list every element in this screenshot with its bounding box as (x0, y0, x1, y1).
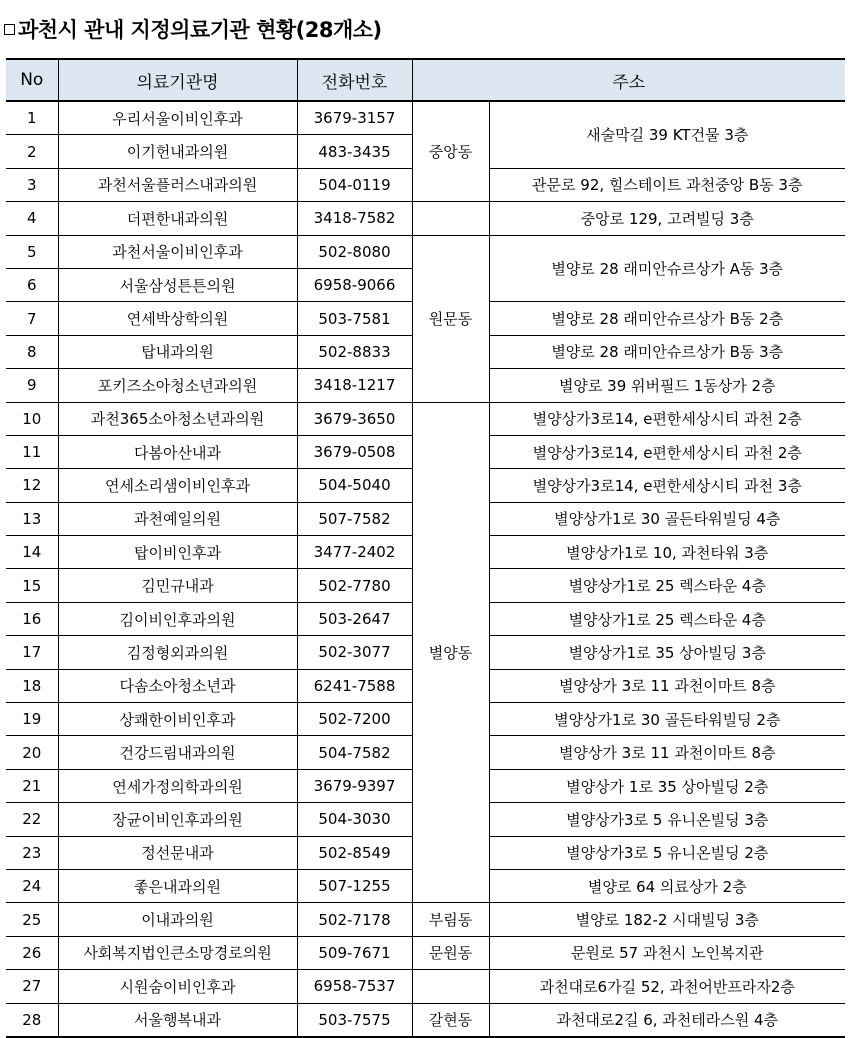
row-name: 좋은내과의원 (58, 869, 297, 902)
row-phone: 504-0119 (297, 168, 412, 201)
row-name: 과천서울이비인후과 (58, 235, 297, 268)
row-no: 16 (6, 602, 58, 635)
row-no: 24 (6, 869, 58, 902)
row-name: 연세소리샘이비인후과 (58, 469, 297, 502)
address-cell: 별양로 64 의료상가 2층 (489, 869, 845, 902)
row-name: 이기헌내과의원 (58, 135, 297, 168)
title-text: 과천시 관내 지정의료기관 현황(28개소) (18, 18, 382, 42)
row-name: 이내과의원 (58, 903, 297, 936)
row-phone: 502-3077 (297, 636, 412, 669)
row-name: 건강드림내과의원 (58, 736, 297, 769)
row-name: 과천예일의원 (58, 502, 297, 535)
row-phone: 3477-2402 (297, 536, 412, 569)
row-no: 1 (6, 101, 58, 135)
row-phone: 483-3435 (297, 135, 412, 168)
table-header-row (6, 59, 845, 101)
row-no: 25 (6, 903, 58, 936)
row-phone: 504-5040 (297, 469, 412, 502)
row-no: 19 (6, 703, 58, 736)
row-name: 우리서울이비인후과 (58, 101, 297, 135)
medical-institutions-table (6, 58, 845, 1038)
table-row (6, 970, 845, 1003)
row-phone: 502-7780 (297, 569, 412, 602)
row-name: 탑내과의원 (58, 335, 297, 368)
row-no: 13 (6, 502, 58, 535)
table-row (6, 202, 845, 235)
address-cell: 별양상가 3로 11 과천이마트 8층 (489, 669, 845, 702)
row-no: 27 (6, 970, 58, 1003)
row-name: 정선문내과 (58, 836, 297, 869)
row-name: 탑이비인후과 (58, 536, 297, 569)
row-phone: 3418-7582 (297, 202, 412, 235)
row-phone: 3679-3157 (297, 101, 412, 135)
address-cell: 별양상가1로 30 골든타워빌딩 2층 (489, 703, 845, 736)
table-row (6, 101, 845, 135)
address-cell: 별양로 182-2 시대빌딩 3층 (489, 903, 845, 936)
row-no: 5 (6, 235, 58, 268)
row-phone: 3679-3650 (297, 402, 412, 435)
row-name: 연세박상학의원 (58, 302, 297, 335)
address-cell: 별양로 28 래미안슈르상가 B동 3층 (489, 335, 845, 368)
row-name: 사회복지법인큰소망경로의원 (58, 936, 297, 969)
row-phone: 6958-7537 (297, 970, 412, 1003)
table-row (6, 235, 845, 268)
address-cell: 과천대로2길 6, 과천테라스원 4층 (489, 1003, 845, 1037)
row-no: 2 (6, 135, 58, 168)
address-cell: 별양상가3로 5 유니온빌딩 3층 (489, 803, 845, 836)
row-no: 18 (6, 669, 58, 702)
table-row (6, 1003, 845, 1037)
page-title (4, 10, 382, 48)
row-no: 20 (6, 736, 58, 769)
header-name: 의료기관명 (58, 59, 297, 101)
row-no: 23 (6, 836, 58, 869)
row-name: 연세가정의학과의원 (58, 769, 297, 802)
row-name: 서울행복내과 (58, 1003, 297, 1037)
row-phone: 6241-7588 (297, 669, 412, 702)
address-cell: 문원로 57 과천시 노인복지관 (489, 936, 845, 969)
address-cell: 별양상가3로 5 유니온빌딩 2층 (489, 836, 845, 869)
row-name: 시원숨이비인후과 (58, 970, 297, 1003)
row-no: 28 (6, 1003, 58, 1037)
address-cell: 관문로 92, 힐스테이트 과천중앙 B동 3층 (489, 168, 845, 201)
address-cell: 별양상가1로 25 렉스타운 4층 (489, 569, 845, 602)
dong-cell: 갈현동 (412, 1003, 489, 1037)
row-phone: 502-7200 (297, 703, 412, 736)
address-cell: 별양상가3로14, e편한세상시티 과천 2층 (489, 402, 845, 435)
table-row (6, 936, 845, 969)
row-phone: 3679-0508 (297, 435, 412, 468)
row-name: 김민규내과 (58, 569, 297, 602)
row-no: 8 (6, 335, 58, 368)
header-no: No (6, 59, 58, 101)
row-name: 더편한내과의원 (58, 202, 297, 235)
row-name: 김이비인후과의원 (58, 602, 297, 635)
row-no: 7 (6, 302, 58, 335)
row-no: 12 (6, 469, 58, 502)
header-phone: 전화번호 (297, 59, 412, 101)
row-name: 다솜소아청소년과 (58, 669, 297, 702)
address-cell: 별양로 39 위버필드 1동상가 2층 (489, 369, 845, 402)
dong-cell: 문원동 (412, 936, 489, 969)
address-cell: 별양상가 3로 11 과천이마트 8층 (489, 736, 845, 769)
address-cell: 별양상가 1로 35 상아빌딩 2층 (489, 769, 845, 802)
row-phone: 507-1255 (297, 869, 412, 902)
row-phone: 3679-9397 (297, 769, 412, 802)
checkbox-bullet-icon (4, 24, 15, 35)
row-no: 3 (6, 168, 58, 201)
row-no: 11 (6, 435, 58, 468)
dong-cell: 원문동 (412, 235, 489, 402)
row-phone: 503-7575 (297, 1003, 412, 1037)
row-no: 26 (6, 936, 58, 969)
address-cell: 별양로 28 래미안슈르상가 B동 2층 (489, 302, 845, 335)
row-name: 상쾌한이비인후과 (58, 703, 297, 736)
row-phone: 502-8080 (297, 235, 412, 268)
row-phone: 507-7582 (297, 502, 412, 535)
address-cell: 별양상가1로 30 골든타워빌딩 4층 (489, 502, 845, 535)
row-name: 과천365소아청소년과의원 (58, 402, 297, 435)
row-no: 9 (6, 369, 58, 402)
table-row (6, 402, 845, 435)
row-phone: 3418-1217 (297, 369, 412, 402)
row-no: 21 (6, 769, 58, 802)
row-phone: 502-8549 (297, 836, 412, 869)
row-name: 다봄아산내과 (58, 435, 297, 468)
table-row (6, 903, 845, 936)
dong-cell (412, 202, 489, 235)
address-cell: 별양상가1로 35 상아빌딩 3층 (489, 636, 845, 669)
header-address: 주소 (412, 59, 845, 101)
row-phone: 503-2647 (297, 602, 412, 635)
row-no: 15 (6, 569, 58, 602)
row-name: 서울삼성튼튼의원 (58, 268, 297, 301)
address-cell: 별양상가1로 10, 과천타워 3층 (489, 536, 845, 569)
dong-cell: 중앙동 (412, 101, 489, 202)
dong-cell: 별양동 (412, 402, 489, 903)
row-phone: 502-8833 (297, 335, 412, 368)
address-cell: 별양상가3로14, e편한세상시티 과천 2층 (489, 435, 845, 468)
row-name: 과천서울플러스내과의원 (58, 168, 297, 201)
row-phone: 504-7582 (297, 736, 412, 769)
row-phone: 504-3030 (297, 803, 412, 836)
row-name: 포키즈소아청소년과의원 (58, 369, 297, 402)
address-cell: 중앙로 129, 고려빌딩 3층 (489, 202, 845, 235)
dong-cell: 부림동 (412, 903, 489, 936)
row-no: 22 (6, 803, 58, 836)
address-cell: 별양상가1로 25 렉스타운 4층 (489, 602, 845, 635)
row-phone: 6958-9066 (297, 268, 412, 301)
address-cell: 과천대로6가길 52, 과천어반프라자2층 (489, 970, 845, 1003)
row-phone: 503-7581 (297, 302, 412, 335)
row-phone: 509-7671 (297, 936, 412, 969)
row-no: 6 (6, 268, 58, 301)
row-name: 김정형외과의원 (58, 636, 297, 669)
dong-cell (412, 970, 489, 1003)
row-no: 4 (6, 202, 58, 235)
address-cell: 새술막길 39 KT건물 3층 (489, 101, 845, 168)
row-no: 10 (6, 402, 58, 435)
row-no: 17 (6, 636, 58, 669)
address-cell: 별양상가3로14, e편한세상시티 과천 3층 (489, 469, 845, 502)
row-phone: 502-7178 (297, 903, 412, 936)
row-name: 장균이비인후과의원 (58, 803, 297, 836)
row-no: 14 (6, 536, 58, 569)
address-cell: 별양로 28 래미안슈르상가 A동 3층 (489, 235, 845, 302)
